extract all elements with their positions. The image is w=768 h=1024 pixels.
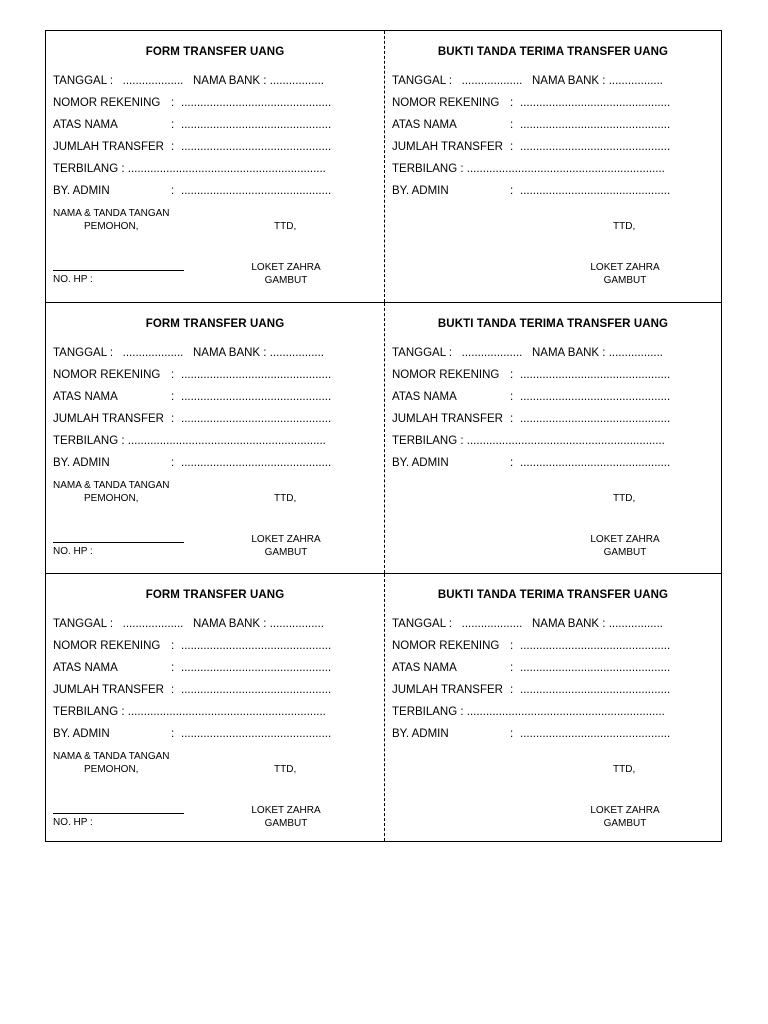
loket-location: GAMBUT [603,818,647,829]
nomor-rekening-label: NOMOR REKENING [53,97,161,109]
terbilang-line [53,435,326,447]
tanggal-field: ................... [122,75,184,87]
atas-nama-label: ATAS NAMA [53,662,118,674]
tanggal-label: TANGGAL : [53,75,114,87]
loket-stamp [226,261,346,287]
by-admin-field: ............................................... [181,457,332,469]
signature-label: NAMA & TANDA TANGAN [53,751,170,762]
terbilang-label: TERBILANG : [392,163,464,175]
nama-bank-label: NAMA BANK : [192,347,267,359]
jumlah-transfer-field: ............................................... [181,413,332,425]
tanggal-bank-line [392,618,663,630]
nomor-rekening-field: ............................................... [181,97,332,109]
terbilang-label: TERBILANG : [53,435,125,447]
tanggal-label: TANGGAL : [392,347,453,359]
nomor-rekening-field: ............................................... [520,369,671,381]
loket-stamp [565,261,685,287]
pemohon-label: PEMOHON, [84,764,139,775]
form-title: FORM TRANSFER UANG [145,589,285,601]
atas-nama-line [53,119,331,131]
terbilang-line [53,163,326,175]
nomor-rekening-label: NOMOR REKENING [392,369,500,381]
jumlah-transfer-label: JUMLAH TRANSFER [53,141,164,153]
colon: : [171,728,175,740]
by-admin-label: BY. ADMIN [392,185,449,197]
form-title: FORM TRANSFER UANG [145,46,285,58]
nomor-rekening-line [53,640,331,652]
terbilang-label: TERBILANG : [392,706,464,718]
colon: : [171,640,175,652]
colon: : [171,97,175,109]
by-admin-label: BY. ADMIN [392,728,449,740]
nomor-rekening-line [53,369,331,381]
terbilang-label: TERBILANG : [53,706,125,718]
atas-nama-label: ATAS NAMA [53,391,118,403]
tanggal-bank-line [392,75,663,87]
bukti-tanda-terima [385,303,721,573]
colon: : [171,369,175,381]
atas-nama-line [53,391,331,403]
by-admin-field: ............................................... [520,185,671,197]
colon: : [510,457,514,469]
nomor-rekening-label: NOMOR REKENING [392,97,500,109]
nama-bank-label: NAMA BANK : [531,347,606,359]
ttd-label: TTD, [274,493,297,504]
ttd-label: TTD, [613,493,636,504]
atas-nama-field: ............................................... [520,391,671,403]
phone-label: NO. HP : [53,817,93,828]
signature-line [53,270,184,271]
jumlah-transfer-label: JUMLAH TRANSFER [392,141,503,153]
jumlah-transfer-line [392,413,670,425]
signature-line [53,813,184,814]
nomor-rekening-line [392,97,670,109]
bukti-tanda-terima [385,31,721,302]
by-admin-line [392,728,670,740]
terbilang-field: .............................................................. [466,706,665,718]
atas-nama-line [53,662,331,674]
by-admin-field: ............................................... [181,185,332,197]
atas-nama-field: ............................................... [520,662,671,674]
signature-label: NAMA & TANDA TANGAN [53,480,170,491]
nama-bank-label: NAMA BANK : [192,618,267,630]
transfer-form-sheet [45,30,722,842]
terbilang-line [53,706,326,718]
nama-bank-field: ................. [608,75,664,87]
terbilang-field: .............................................................. [466,435,665,447]
atas-nama-label: ATAS NAMA [392,119,457,131]
atas-nama-line [392,391,670,403]
by-admin-field: ............................................... [520,457,671,469]
slip-row [46,573,721,841]
colon: : [510,662,514,674]
form-transfer-uang [46,31,385,302]
jumlah-transfer-label: JUMLAH TRANSFER [392,684,503,696]
atas-nama-field: ............................................... [181,119,332,131]
colon: : [171,141,175,153]
colon: : [171,662,175,674]
jumlah-transfer-line [53,413,331,425]
nama-bank-label: NAMA BANK : [531,618,606,630]
terbilang-label: TERBILANG : [392,435,464,447]
atas-nama-label: ATAS NAMA [392,662,457,674]
loket-name: LOKET ZAHRA [251,262,321,273]
loket-location: GAMBUT [603,275,647,286]
loket-name: LOKET ZAHRA [590,262,660,273]
loket-name: LOKET ZAHRA [590,805,660,816]
ttd-label: TTD, [274,764,297,775]
by-admin-line [53,457,331,469]
jumlah-transfer-field: ............................................... [181,141,332,153]
tanggal-label: TANGGAL : [53,347,114,359]
terbilang-line [392,435,665,447]
atas-nama-label: ATAS NAMA [53,119,118,131]
tanggal-field: ................... [122,347,184,359]
loket-stamp [226,804,346,830]
by-admin-field: ............................................... [181,728,332,740]
colon: : [171,391,175,403]
nomor-rekening-line [392,640,670,652]
terbilang-field: .............................................................. [466,163,665,175]
by-admin-label: BY. ADMIN [53,185,110,197]
ttd-label: TTD, [613,221,636,232]
colon: : [510,413,514,425]
jumlah-transfer-label: JUMLAH TRANSFER [53,413,164,425]
colon: : [171,413,175,425]
atas-nama-field: ............................................... [181,391,332,403]
colon: : [510,684,514,696]
tanggal-label: TANGGAL : [392,75,453,87]
colon: : [171,684,175,696]
loket-location: GAMBUT [603,547,647,558]
nama-bank-field: ................. [269,618,325,630]
signature-line [53,542,184,543]
ttd-label: TTD, [274,221,297,232]
tanggal-field: ................... [461,75,523,87]
colon: : [510,391,514,403]
colon: : [171,457,175,469]
nomor-rekening-field: ............................................... [181,369,332,381]
loket-location: GAMBUT [264,818,308,829]
receipt-title: BUKTI TANDA TERIMA TRANSFER UANG [437,589,669,601]
nomor-rekening-line [392,369,670,381]
jumlah-transfer-label: JUMLAH TRANSFER [53,684,164,696]
colon: : [171,185,175,197]
atas-nama-field: ............................................... [181,662,332,674]
tanggal-bank-line [53,618,324,630]
loket-stamp [226,533,346,559]
loket-location: GAMBUT [264,547,308,558]
nomor-rekening-line [53,97,331,109]
by-admin-line [53,728,331,740]
loket-stamp [565,804,685,830]
terbilang-label: TERBILANG : [53,163,125,175]
colon: : [510,141,514,153]
nomor-rekening-field: ............................................... [181,640,332,652]
colon: : [510,119,514,131]
by-admin-label: BY. ADMIN [53,728,110,740]
by-admin-label: BY. ADMIN [53,457,110,469]
phone-label: NO. HP : [53,546,93,557]
terbilang-line [392,706,665,718]
jumlah-transfer-line [392,141,670,153]
pemohon-label: PEMOHON, [84,221,139,232]
jumlah-transfer-field: ............................................... [520,141,671,153]
atas-nama-label: ATAS NAMA [392,391,457,403]
jumlah-transfer-field: ............................................... [520,684,671,696]
nomor-rekening-field: ............................................... [520,640,671,652]
slip-row [46,302,721,573]
bukti-tanda-terima [385,574,721,841]
nomor-rekening-label: NOMOR REKENING [53,640,161,652]
atas-nama-line [392,662,670,674]
tanggal-field: ................... [461,347,523,359]
tanggal-bank-line [53,75,324,87]
nama-bank-field: ................. [269,347,325,359]
nomor-rekening-label: NOMOR REKENING [392,640,500,652]
jumlah-transfer-line [53,141,331,153]
form-transfer-uang [46,574,385,841]
nomor-rekening-label: NOMOR REKENING [53,369,161,381]
by-admin-field: ............................................... [520,728,671,740]
loket-name: LOKET ZAHRA [251,534,321,545]
by-admin-line [392,185,670,197]
form-transfer-uang [46,303,385,573]
nama-bank-label: NAMA BANK : [192,75,267,87]
receipt-title: BUKTI TANDA TERIMA TRANSFER UANG [437,46,669,58]
nomor-rekening-field: ............................................... [520,97,671,109]
by-admin-line [392,457,670,469]
tanggal-field: ................... [461,618,523,630]
terbilang-field: .............................................................. [127,435,326,447]
terbilang-field: .............................................................. [127,706,326,718]
atas-nama-field: ............................................... [520,119,671,131]
terbilang-line [392,163,665,175]
jumlah-transfer-line [392,684,670,696]
receipt-title: BUKTI TANDA TERIMA TRANSFER UANG [437,318,669,330]
tanggal-bank-line [53,347,324,359]
nama-bank-field: ................. [608,347,664,359]
jumlah-transfer-field: ............................................... [181,684,332,696]
tanggal-label: TANGGAL : [53,618,114,630]
colon: : [510,185,514,197]
signature-label: NAMA & TANDA TANGAN [53,208,170,219]
slip-row [46,31,721,302]
nama-bank-field: ................. [608,618,664,630]
pemohon-label: PEMOHON, [84,493,139,504]
nama-bank-label: NAMA BANK : [531,75,606,87]
colon: : [510,97,514,109]
jumlah-transfer-label: JUMLAH TRANSFER [392,413,503,425]
tanggal-bank-line [392,347,663,359]
by-admin-label: BY. ADMIN [392,457,449,469]
nama-bank-field: ................. [269,75,325,87]
loket-name: LOKET ZAHRA [590,534,660,545]
by-admin-line [53,185,331,197]
colon: : [510,728,514,740]
ttd-label: TTD, [613,764,636,775]
terbilang-field: .............................................................. [127,163,326,175]
tanggal-label: TANGGAL : [392,618,453,630]
colon: : [171,119,175,131]
phone-label: NO. HP : [53,274,93,285]
form-title: FORM TRANSFER UANG [145,318,285,330]
atas-nama-line [392,119,670,131]
loket-stamp [565,533,685,559]
jumlah-transfer-field: ............................................... [520,413,671,425]
colon: : [510,369,514,381]
tanggal-field: ................... [122,618,184,630]
loket-location: GAMBUT [264,275,308,286]
jumlah-transfer-line [53,684,331,696]
colon: : [510,640,514,652]
loket-name: LOKET ZAHRA [251,805,321,816]
